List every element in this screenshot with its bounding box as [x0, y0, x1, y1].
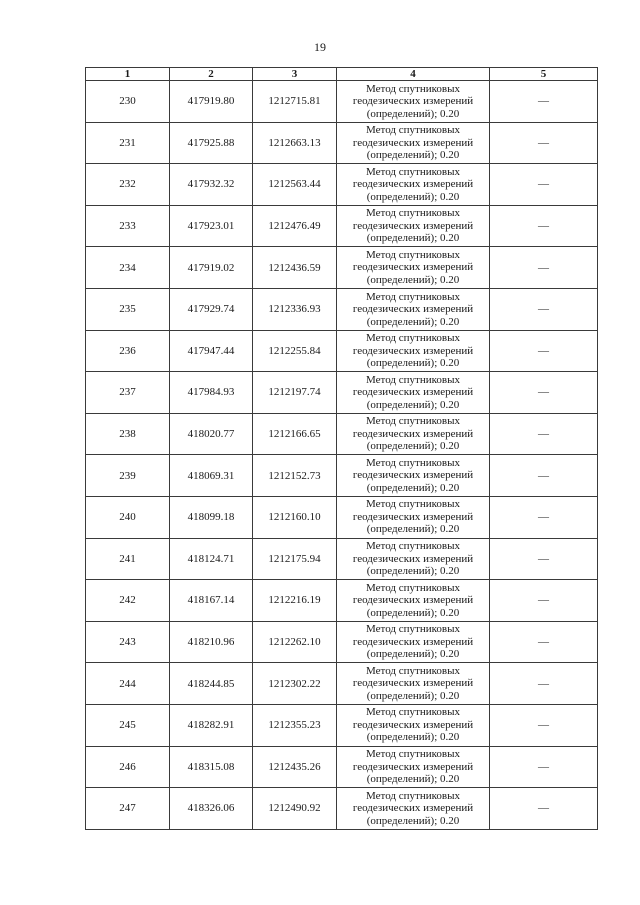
column-header-1: 1 [86, 68, 170, 81]
method-line: Метод спутниковых [366, 623, 460, 636]
method-line: геодезических измерений [352, 344, 474, 357]
point-number-cell: 243 [86, 621, 170, 663]
method-line: (определений); 0.20 [366, 149, 460, 162]
table-header [86, 68, 598, 81]
column-header-5: 5 [490, 68, 598, 81]
x-coordinate-cell: 417929.74 [170, 288, 253, 330]
y-coordinate-cell: 1212563.44 [253, 164, 337, 206]
point-number-cell: 240 [86, 496, 170, 538]
point-number-cell: 232 [86, 164, 170, 206]
point-number-cell: 245 [86, 704, 170, 746]
x-coordinate-cell: 418124.71 [170, 538, 253, 580]
method-line: (определений); 0.20 [366, 190, 460, 203]
x-coordinate-cell: 417919.80 [170, 81, 253, 123]
method-line: геодезических измерений [352, 136, 474, 149]
method-line: геодезических измерений [352, 760, 474, 773]
x-coordinate-cell: 418326.06 [170, 788, 253, 830]
y-coordinate-cell: 1212197.74 [253, 372, 337, 414]
table-row [86, 288, 598, 330]
method-line: (определений); 0.20 [366, 107, 460, 120]
method-line: (определений); 0.20 [366, 273, 460, 286]
note-cell: — [490, 247, 598, 289]
method-line: Метод спутниковых [366, 498, 460, 511]
table-row [86, 247, 598, 289]
method-cell [337, 496, 490, 538]
table-row [86, 455, 598, 497]
note-cell: — [490, 288, 598, 330]
method-cell [337, 205, 490, 247]
method-line: Метод спутниковых [366, 124, 460, 137]
method-cell [337, 164, 490, 206]
point-number-cell: 237 [86, 372, 170, 414]
y-coordinate-cell: 1212490.92 [253, 788, 337, 830]
method-line: Метод спутниковых [366, 581, 460, 594]
y-coordinate-cell: 1212152.73 [253, 455, 337, 497]
method-line: (определений); 0.20 [366, 565, 460, 578]
method-cell [337, 247, 490, 289]
method-line: (определений); 0.20 [366, 648, 460, 661]
table-row [86, 81, 598, 123]
note-cell: — [490, 580, 598, 622]
method-cell [337, 663, 490, 705]
table-row [86, 330, 598, 372]
x-coordinate-cell: 417932.32 [170, 164, 253, 206]
method-line: (определений); 0.20 [366, 315, 460, 328]
column-header-3: 3 [253, 68, 337, 81]
method-cell [337, 788, 490, 830]
method-cell [337, 746, 490, 788]
note-cell: — [490, 81, 598, 123]
x-coordinate-cell: 417925.88 [170, 122, 253, 164]
y-coordinate-cell: 1212355.23 [253, 704, 337, 746]
y-coordinate-cell: 1212255.84 [253, 330, 337, 372]
method-cell [337, 455, 490, 497]
method-line: (определений); 0.20 [366, 357, 460, 370]
method-line: геодезических измерений [352, 261, 474, 274]
y-coordinate-cell: 1212436.59 [253, 247, 337, 289]
note-cell: — [490, 164, 598, 206]
method-cell [337, 122, 490, 164]
y-coordinate-cell: 1212336.93 [253, 288, 337, 330]
method-line: геодезических измерений [352, 469, 474, 482]
table-row [86, 663, 598, 705]
method-line: Метод спутниковых [366, 540, 460, 553]
note-cell: — [490, 663, 598, 705]
method-cell [337, 413, 490, 455]
x-coordinate-cell: 418282.91 [170, 704, 253, 746]
method-line: геодезических измерений [352, 386, 474, 399]
method-line: (определений); 0.20 [366, 689, 460, 702]
y-coordinate-cell: 1212166.65 [253, 413, 337, 455]
table-body [86, 81, 598, 830]
x-coordinate-cell: 418210.96 [170, 621, 253, 663]
table-row [86, 164, 598, 206]
point-number-cell: 247 [86, 788, 170, 830]
point-number-cell: 233 [86, 205, 170, 247]
note-cell: — [490, 122, 598, 164]
method-cell [337, 704, 490, 746]
x-coordinate-cell: 417947.44 [170, 330, 253, 372]
x-coordinate-cell: 417919.02 [170, 247, 253, 289]
method-line: Метод спутниковых [366, 415, 460, 428]
method-line: геодезических измерений [352, 178, 474, 191]
note-cell: — [490, 496, 598, 538]
method-line: геодезических измерений [352, 635, 474, 648]
page-number: 19 [314, 40, 326, 54]
method-line: геодезических измерений [352, 510, 474, 523]
note-cell: — [490, 372, 598, 414]
method-cell [337, 372, 490, 414]
table-row [86, 372, 598, 414]
table-row [86, 788, 598, 830]
method-line: (определений); 0.20 [366, 523, 460, 536]
method-line: (определений); 0.20 [366, 773, 460, 786]
method-line: Метод спутниковых [366, 332, 460, 345]
method-line: Метод спутниковых [366, 373, 460, 386]
point-number-cell: 242 [86, 580, 170, 622]
method-line: (определений); 0.20 [366, 481, 460, 494]
point-number-cell: 235 [86, 288, 170, 330]
method-line: (определений); 0.20 [366, 232, 460, 245]
note-cell: — [490, 205, 598, 247]
method-line: геодезических измерений [352, 594, 474, 607]
column-header-4: 4 [337, 68, 490, 81]
note-cell: — [490, 621, 598, 663]
method-line: геодезических измерений [352, 303, 474, 316]
point-number-cell: 241 [86, 538, 170, 580]
method-cell [337, 621, 490, 663]
point-number-cell: 234 [86, 247, 170, 289]
method-line: (определений); 0.20 [366, 606, 460, 619]
y-coordinate-cell: 1212175.94 [253, 538, 337, 580]
note-cell: — [490, 455, 598, 497]
method-cell [337, 81, 490, 123]
method-line: (определений); 0.20 [366, 440, 460, 453]
table-row [86, 704, 598, 746]
method-line: (определений); 0.20 [366, 731, 460, 744]
x-coordinate-cell: 418244.85 [170, 663, 253, 705]
header-row [86, 68, 598, 81]
method-line: Метод спутниковых [366, 165, 460, 178]
method-line: геодезических измерений [352, 552, 474, 565]
table-row [86, 205, 598, 247]
method-line: геодезических измерений [352, 718, 474, 731]
y-coordinate-cell: 1212663.13 [253, 122, 337, 164]
point-number-cell: 244 [86, 663, 170, 705]
note-cell: — [490, 788, 598, 830]
point-number-cell: 230 [86, 81, 170, 123]
note-cell: — [490, 746, 598, 788]
table-row [86, 122, 598, 164]
y-coordinate-cell: 1212476.49 [253, 205, 337, 247]
y-coordinate-cell: 1212216.19 [253, 580, 337, 622]
x-coordinate-cell: 417923.01 [170, 205, 253, 247]
coordinates-table [85, 67, 598, 830]
x-coordinate-cell: 418315.08 [170, 746, 253, 788]
x-coordinate-cell: 418069.31 [170, 455, 253, 497]
point-number-cell: 246 [86, 746, 170, 788]
table-row [86, 580, 598, 622]
method-line: геодезических измерений [352, 219, 474, 232]
method-line: геодезических измерений [352, 95, 474, 108]
x-coordinate-cell: 418099.18 [170, 496, 253, 538]
method-line: геодезических измерений [352, 427, 474, 440]
table-row [86, 496, 598, 538]
method-line: Метод спутниковых [366, 207, 460, 220]
y-coordinate-cell: 1212435.26 [253, 746, 337, 788]
y-coordinate-cell: 1212302.22 [253, 663, 337, 705]
column-header-2: 2 [170, 68, 253, 81]
note-cell: — [490, 704, 598, 746]
x-coordinate-cell: 417984.93 [170, 372, 253, 414]
point-number-cell: 239 [86, 455, 170, 497]
method-line: Метод спутниковых [366, 789, 460, 802]
method-line: геодезических измерений [352, 677, 474, 690]
method-cell [337, 330, 490, 372]
table-row [86, 621, 598, 663]
y-coordinate-cell: 1212160.10 [253, 496, 337, 538]
note-cell: — [490, 538, 598, 580]
y-coordinate-cell: 1212262.10 [253, 621, 337, 663]
note-cell: — [490, 330, 598, 372]
method-cell [337, 580, 490, 622]
point-number-cell: 238 [86, 413, 170, 455]
point-number-cell: 236 [86, 330, 170, 372]
method-line: Метод спутниковых [366, 290, 460, 303]
y-coordinate-cell: 1212715.81 [253, 81, 337, 123]
x-coordinate-cell: 418167.14 [170, 580, 253, 622]
x-coordinate-cell: 418020.77 [170, 413, 253, 455]
method-cell [337, 288, 490, 330]
table-row [86, 746, 598, 788]
method-line: (определений); 0.20 [366, 814, 460, 827]
point-number-cell: 231 [86, 122, 170, 164]
method-line: Метод спутниковых [366, 456, 460, 469]
method-cell [337, 538, 490, 580]
method-line: Метод спутниковых [366, 664, 460, 677]
method-line: Метод спутниковых [366, 82, 460, 95]
note-cell: — [490, 413, 598, 455]
method-line: геодезических измерений [352, 802, 474, 815]
table-row [86, 413, 598, 455]
method-line: (определений); 0.20 [366, 398, 460, 411]
table-row [86, 538, 598, 580]
method-line: Метод спутниковых [366, 248, 460, 261]
method-line: Метод спутниковых [366, 748, 460, 761]
method-line: Метод спутниковых [366, 706, 460, 719]
